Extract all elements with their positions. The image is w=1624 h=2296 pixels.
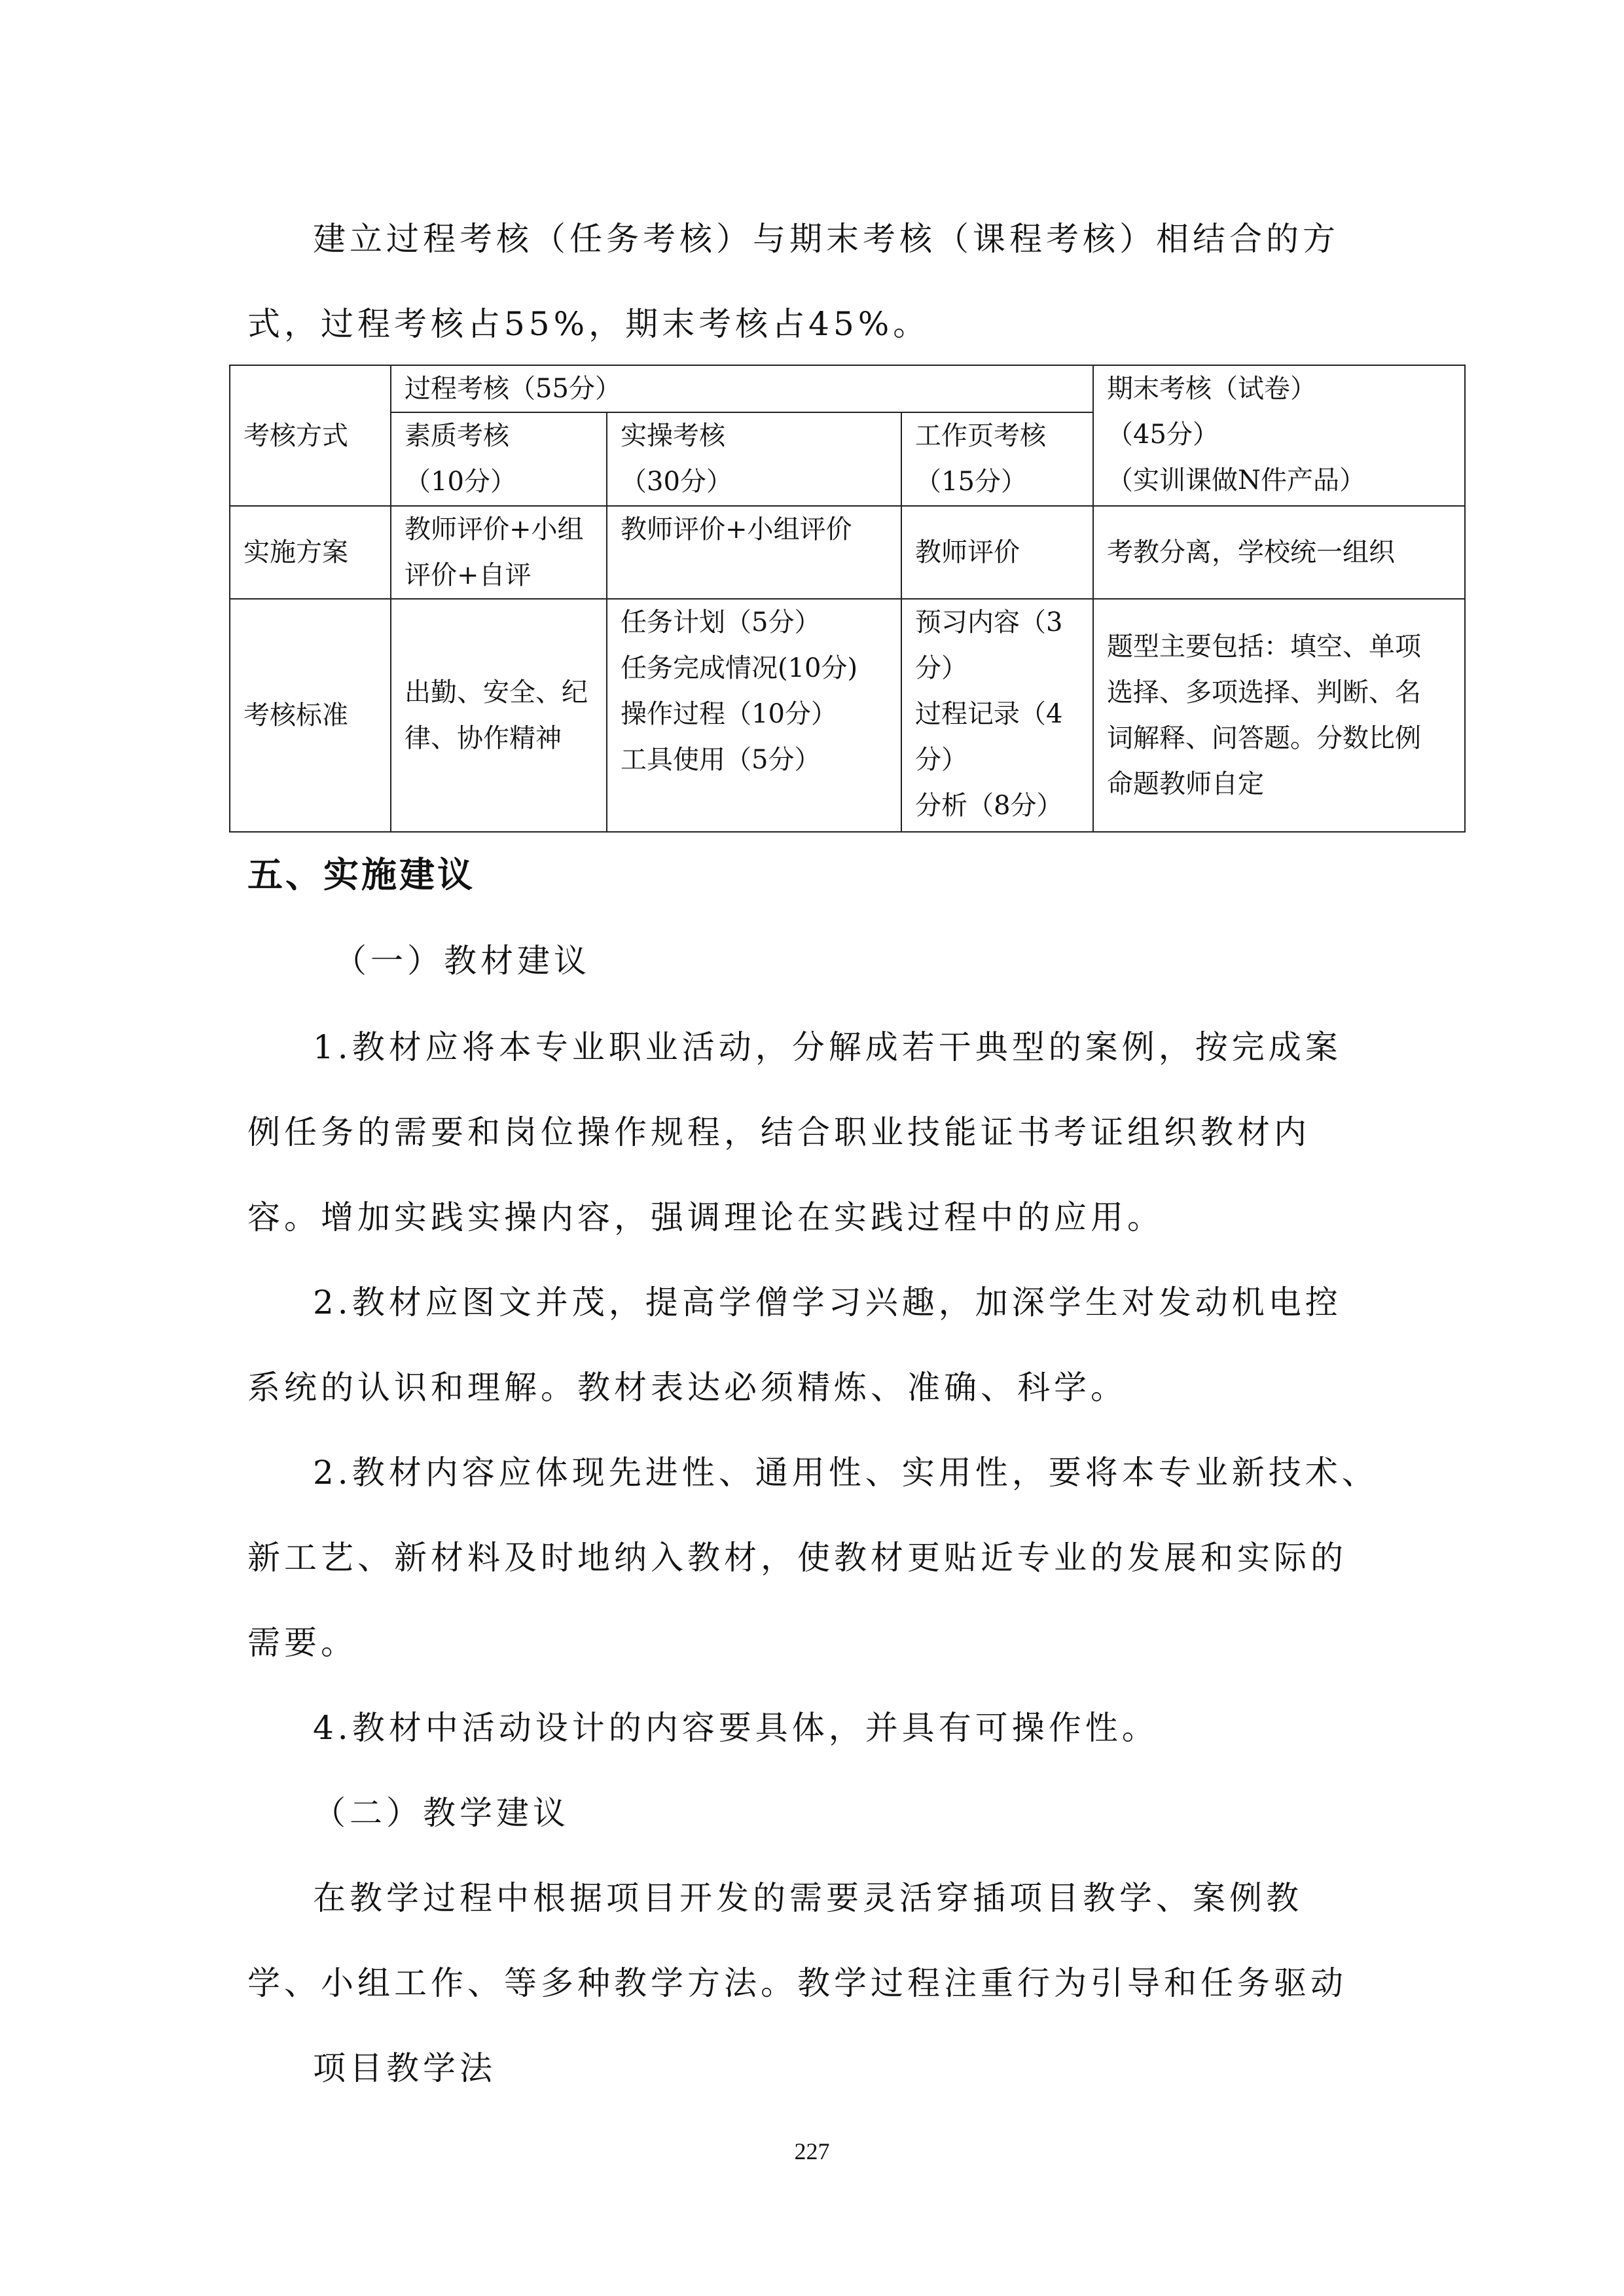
paragraph-4-line-1: 4.教材中活动设计的内容要具体，并具有可操作性。 xyxy=(313,1709,1159,1747)
table-cell-standard-practical: 任务计划（5分） 任务完成情况(10分) 操作过程（10分） 工具使用（5分） xyxy=(607,599,901,832)
table-cell-plan-final: 考教分离，学校统一组织 xyxy=(1093,506,1465,599)
intro-line-2: 式，过程考核占55%，期末考核占45%。 xyxy=(247,305,930,343)
table-cell-quality-header: 素质考核 （10分） xyxy=(391,412,607,506)
paragraph-5-line-1: 在教学过程中根据项目开发的需要灵活穿插项目教学、案例教 xyxy=(313,1879,1303,1917)
table-row xyxy=(230,599,1465,832)
table-cell-plan-quality: 教师评价+小组 评价+自评 xyxy=(391,506,607,599)
table-row xyxy=(230,365,1465,412)
paragraph-1-line-2: 例任务的需要和岗位操作规程，结合职业技能证书考证组织教材内 xyxy=(247,1113,1310,1151)
paragraph-1-line-3: 容。增加实践实操内容，强调理论在实践过程中的应用。 xyxy=(247,1198,1164,1236)
table-cell-standard-label: 考核标准 xyxy=(230,599,391,832)
paragraph-1-line-1: 1.教材应将本专业职业活动，分解成若干典型的案例，按完成案 xyxy=(313,1028,1342,1066)
paragraph-3-line-1: 2.教材内容应体现先进性、通用性、实用性，要将本专业新技术、 xyxy=(313,1454,1379,1492)
table-cell-plan-practical: 教师评价+小组评价 xyxy=(607,506,901,599)
assessment-table xyxy=(229,365,1466,833)
paragraph-5-line-2: 学、小组工作、等多种教学方法。教学过程注重行为引导和任务驱动 xyxy=(247,1964,1347,2002)
intro-line-1: 建立过程考核（任务考核）与期末考核（课程考核）相结合的方 xyxy=(313,220,1339,258)
subsection-heading-textbook: （一）教材建议 xyxy=(334,942,590,980)
table-cell-standard-worksheet: 预习内容（3 分） 过程记录（4 分） 分析（8分） xyxy=(901,599,1093,832)
table-row xyxy=(230,506,1465,599)
table-cell-process-header: 过程考核（55分） xyxy=(391,365,1093,412)
table-cell-plan-worksheet: 教师评价 xyxy=(901,506,1093,599)
table-cell-worksheet-header: 工作页考核 （15分） xyxy=(901,412,1093,506)
paragraph-3-line-3: 需要。 xyxy=(247,1624,357,1662)
paragraph-3-line-2: 新工艺、新材料及时地纳入教材，使教材更贴近专业的发展和实际的 xyxy=(247,1539,1347,1577)
section-heading: 五、实施建议 xyxy=(247,854,475,895)
paragraph-5-line-3: 项目教学法 xyxy=(313,2049,496,2087)
subsection-heading-teaching: （二）教学建议 xyxy=(313,1794,569,1832)
paragraph-2-line-2: 系统的认识和理解。教材表达必须精炼、准确、科学。 xyxy=(247,1369,1127,1407)
table-cell-final-header: 期末考核（试卷） （45分） （实训课做N件产品） xyxy=(1093,365,1465,506)
table-cell-practical-header: 实操考核 （30分） xyxy=(607,412,901,506)
table-cell-standard-final: 题型主要包括：填空、单项 选择、多项选择、判断、名 词解释、问答题。分数比例 命题教师自定 xyxy=(1093,599,1465,832)
page-number: 227 xyxy=(794,2138,830,2164)
table-cell-method-label: 考核方式 xyxy=(230,365,391,506)
table-cell-plan-label: 实施方案 xyxy=(230,506,391,599)
paragraph-2-line-1: 2.教材应图文并茂，提高学僧学习兴趣，加深学生对发动机电控 xyxy=(313,1283,1342,1321)
table-cell-standard-quality: 出勤、安全、纪 律、协作精神 xyxy=(391,599,607,832)
